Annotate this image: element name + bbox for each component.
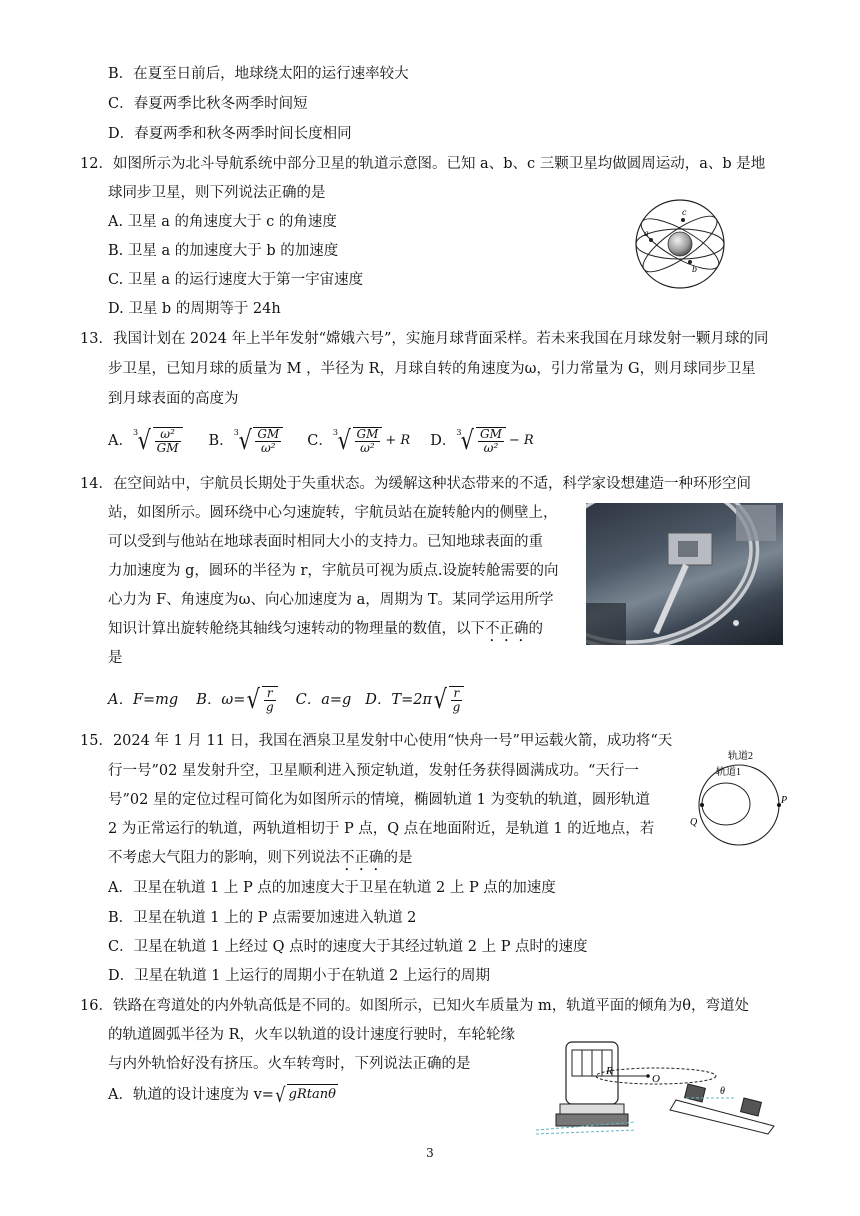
frac-num: r bbox=[264, 687, 276, 701]
q14-option-a: A．F=mg bbox=[108, 692, 179, 708]
q13-stem-line2: 步卫星，已知月球的质量为 M ，半径为 R，月球自转的角速度为ω，引力常量为 G，则月球同步卫星 bbox=[108, 361, 756, 377]
q15-line5-text: 不考虑大气阻力的影响，则下列说法 bbox=[108, 850, 340, 866]
frac-num: GM bbox=[480, 427, 502, 441]
orbit-transfer-figure bbox=[688, 745, 788, 857]
plus-r: + R bbox=[385, 433, 411, 448]
minus-r: − R bbox=[508, 433, 534, 448]
cube-root-index: 3 bbox=[332, 428, 338, 437]
fig-label-r: R bbox=[606, 1065, 613, 1077]
q12-option-a: A. 卫星 a 的角速度大于 c 的角速度 bbox=[108, 214, 337, 230]
q13-option-a-label: A． bbox=[108, 433, 133, 449]
q14-stem-line2: 站，如图所示。圆环绕中心匀速旋转，宇航员站在旋转舱内的侧壁上， bbox=[108, 505, 558, 521]
q13-option-d-label: D． bbox=[430, 433, 457, 449]
q14-stem-line4: 力加速度为 g，圆环的半径为 r，宇航员可视为质点.设旋转舱需要的向 bbox=[108, 563, 559, 579]
q14-emphasis-not-correct: 不正确 bbox=[485, 621, 529, 637]
frac-num: r bbox=[451, 687, 463, 701]
fig-label-p: P bbox=[781, 795, 788, 806]
q13-option-c-label: C． bbox=[307, 433, 333, 449]
train-curve-figure bbox=[536, 1030, 782, 1142]
cube-root-index: 3 bbox=[456, 428, 462, 437]
q12-stem-line1: 12．如图所示为北斗导航系统中部分卫星的轨道示意图。已知 a、b、c 三颗卫星均做圆周运动，a、b 是地 bbox=[80, 156, 766, 172]
cube-root-index: 3 bbox=[132, 428, 139, 437]
fig-label-orbit2: 轨道2 bbox=[728, 751, 753, 762]
fig-label-o: O bbox=[652, 1073, 660, 1085]
q16-stem-line1: 16．铁路在弯道处的内外轨高低是不同的。如图所示，已知火车质量为 m，轨道平面的倾角为θ，弯道处 bbox=[80, 998, 750, 1014]
q16-option-a-text: A．轨道的设计速度为 v= bbox=[108, 1086, 274, 1103]
q14-stem-line1: 14．在空间站中，宇航员长期处于失重状态。为缓解这种状态带来的不适，科学家设想建造一种环形空间 bbox=[80, 476, 751, 492]
q14-line6-text: 知识计算出旋转舱绕其轴线匀速转动的物理量的数值，以下 bbox=[108, 621, 485, 637]
q14-option-c: C．a=g bbox=[295, 692, 352, 708]
q15-option-d: D．卫星在轨道 1 上运行的周期小于在轨道 2 上运行的周期 bbox=[108, 968, 491, 984]
q13-option-b-label: B． bbox=[208, 433, 234, 449]
q14-options bbox=[108, 686, 464, 714]
satellite-orbits-figure bbox=[632, 196, 728, 292]
page-number: 3 bbox=[426, 1146, 434, 1160]
frac-den: g bbox=[452, 700, 461, 714]
frac-den: g bbox=[265, 700, 274, 714]
q15-stem-line1: 15．2024 年 1 月 11 日，我国在酒泉卫星发射中心使用“快舟一号”甲运载火箭，成功将“天 bbox=[80, 733, 673, 749]
q15-option-b: B．卫星在轨道 1 上的 P 点需要加速进入轨道 2 bbox=[108, 910, 417, 926]
cube-root-index: 3 bbox=[233, 428, 239, 437]
q15-emphasis-not-correct: 不正确 bbox=[340, 850, 384, 866]
q15-stem-line5 bbox=[108, 848, 413, 874]
frac-num: ω² bbox=[155, 428, 181, 442]
fig-label-a: a bbox=[644, 229, 649, 238]
q13-stem-line1: 13．我国计划在 2024 年上半年发射“嫦娥六号”，实施月球背面采样。若未来我国在月球发射一颗月球的同 bbox=[80, 331, 769, 347]
q12-option-c: C. 卫星 a 的运行速度大于第一宇宙速度 bbox=[108, 272, 364, 288]
q12-option-d: D. 卫星 b 的周期等于 24h bbox=[108, 301, 281, 317]
q14-option-b-formula: √ $\frac{r}{g}$ bbox=[245, 686, 277, 714]
q16-stem-line2: 的轨道圆弧半径为 R，火车以轨道的设计速度行驶时，车轮轮缘 bbox=[108, 1027, 516, 1043]
frac-num: GM bbox=[257, 427, 280, 441]
q15-option-a: A．卫星在轨道 1 上 P 点的加速度大于卫星在轨道 2 上 P 点的加速度 bbox=[108, 880, 556, 896]
q13-option-b-formula: 3 √ $\frac{GM}{\text{ω²}}$ bbox=[234, 427, 284, 455]
q15-stem-line2: 行一号”02 星发射升空，卫星顺利进入预定轨道，发射任务获得圆满成功。“天行一 bbox=[108, 763, 639, 779]
q14-stem-line6 bbox=[108, 619, 543, 645]
fig-label-b: b bbox=[692, 265, 698, 274]
q14-option-d-formula: √ $\frac{r}{g}$ bbox=[432, 686, 464, 714]
q13-option-c-formula: 3 √ $\frac{GM}{\text{ω²}}$ bbox=[333, 427, 383, 455]
q14-option-d-label: D．T=2π bbox=[365, 692, 432, 708]
q16-radicand: gRtanθ bbox=[287, 1084, 338, 1105]
frac-den: ω² bbox=[483, 441, 499, 455]
fig-label-orbit1: 轨道1 bbox=[716, 767, 741, 778]
q13-stem-line3: 到月球表面的高度为 bbox=[108, 391, 239, 407]
frac-num: GM bbox=[356, 427, 379, 441]
q12-option-b: B. 卫星 a 的加速度大于 b 的加速度 bbox=[108, 243, 339, 259]
q15-option-c: C．卫星在轨道 1 上经过 Q 点时的速度大于其经过轨道 2 上 P 点时的速度 bbox=[108, 939, 588, 955]
frac-den: ω² bbox=[360, 441, 375, 455]
q16-option-a bbox=[108, 1084, 338, 1105]
q13-option-a-formula: 3 √ $\frac{\text{ω²}}{GM}$ bbox=[133, 427, 183, 455]
q14-stem-line5: 心力为 F、角速度为ω、向心加速度为 a，周期为 T。某同学运用所学 bbox=[108, 592, 554, 608]
fig-label-c: c bbox=[682, 208, 687, 217]
q14-stem-line3: 可以受到与他站在地球表面时相同大小的支持力。已知地球表面的重 bbox=[108, 534, 543, 550]
q15-line5-end: 的是 bbox=[383, 850, 413, 866]
space-station-photo bbox=[586, 503, 783, 645]
q11-option-d: D．春夏两季和秋冬两季时间长度相同 bbox=[108, 126, 352, 142]
q16-option-a-formula: √ gRtanθ bbox=[275, 1082, 336, 1107]
q11-option-c: C．春夏两季比秋冬两季时间短 bbox=[108, 96, 308, 112]
q11-option-b: B．在夏至日前后，地球绕太阳的运行速率较大 bbox=[108, 66, 409, 82]
q14-stem-line7: 是 bbox=[108, 650, 123, 666]
q16-stem-line3: 与内外轨恰好没有挤压。火车转弯时，下列说法正确的是 bbox=[108, 1056, 471, 1072]
frac-den: ω² bbox=[260, 441, 276, 455]
q12-stem-line2: 球同步卫星，则下列说法正确的是 bbox=[108, 185, 326, 201]
q13-option-d-formula: 3 √ $\frac{GM}{\text{ω²}}$ bbox=[456, 427, 506, 455]
q15-stem-line4: 2 为正常运行的轨道，两轨道相切于 P 点，Q 点在地面附近，是轨道 1 的近地点，若 bbox=[108, 821, 655, 837]
frac-den: GM bbox=[156, 441, 179, 455]
q14-option-b-label: B．ω= bbox=[196, 692, 246, 708]
q15-stem-line3: 号”02 星的定位过程可简化为如图所示的情境，椭圆轨道 1 为变轨的轨道，圆形轨道 bbox=[108, 792, 650, 808]
fig-label-theta: θ bbox=[720, 1086, 725, 1097]
q13-options bbox=[108, 424, 534, 458]
fig-label-q: Q bbox=[690, 817, 698, 828]
q14-line6-end: 的 bbox=[528, 621, 543, 637]
